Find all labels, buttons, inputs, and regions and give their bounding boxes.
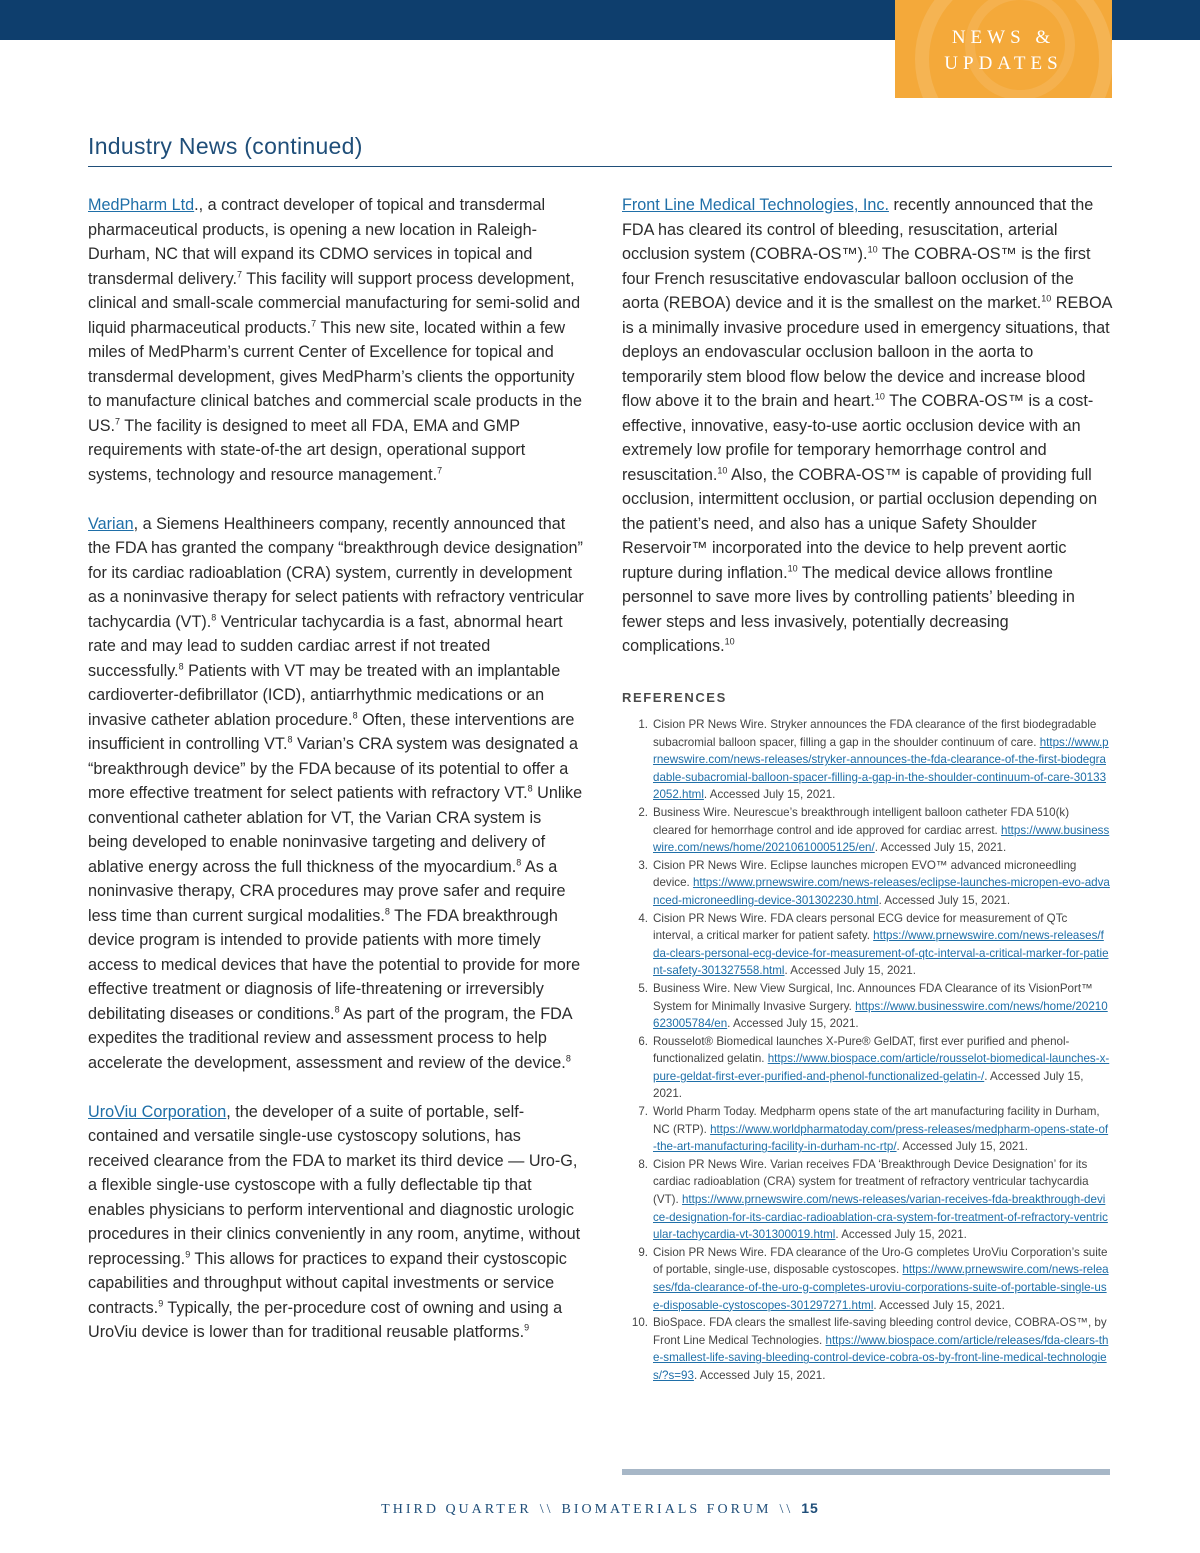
footer-separator: \\ bbox=[539, 1502, 554, 1517]
reference-number: 5. bbox=[638, 981, 648, 995]
footer-separator: \\ bbox=[779, 1502, 794, 1517]
reference-number: 3. bbox=[638, 858, 648, 872]
reference-item bbox=[622, 980, 1110, 1033]
section-label-line2: UPDATES bbox=[944, 53, 1063, 74]
section-label-line1: NEWS & bbox=[951, 27, 1056, 48]
page-number: 15 bbox=[801, 1500, 819, 1516]
reference-number: 1. bbox=[638, 718, 648, 731]
reference-number: 9. bbox=[638, 1245, 648, 1259]
citation-ref: 10 bbox=[867, 244, 878, 255]
reference-number: 10. bbox=[631, 1316, 648, 1330]
reference-link[interactable]: https://www.prnewswire.com/news-releases/eclipse-launches-micropen-evo-advanced-microneedling-device-301302230.html bbox=[653, 876, 1110, 907]
reference-item bbox=[622, 716, 1110, 804]
reference-accessed: . Accessed July 15, 2021. bbox=[835, 1228, 967, 1242]
citation-ref: 9 bbox=[158, 1298, 164, 1309]
reference-accessed: . Accessed July 15, 2021. bbox=[874, 841, 1007, 855]
reference-text: BioSpace. FDA clears the smallest life-saving bleeding control device, COBRA-OS™, by Front Line Medical Technologies. bbox=[653, 1316, 1107, 1347]
reference-link[interactable]: https://www.prnewswire.com/news-releases/varian-receives-fda-breakthrough-device-designation-for-its-cardiac-radioablation-cra-system-for-treatment-of-refractory-ventricular-tachycardia-vt-301300019.html bbox=[653, 1193, 1108, 1242]
reference-accessed: . Accessed July 15, 2021. bbox=[653, 1069, 1084, 1101]
citation-ref: 8 bbox=[178, 661, 184, 672]
article-text: Varian’s CRA system was designated a “breakthrough device” by the FDA because of its potential to offer a more effective treatment for select patients with refractory VT. bbox=[88, 735, 578, 802]
citation-ref: 8 bbox=[352, 710, 358, 721]
citation-ref: 7 bbox=[237, 269, 243, 280]
reference-number: 8. bbox=[638, 1157, 648, 1171]
citation-ref: 10 bbox=[787, 563, 798, 574]
left-column bbox=[88, 193, 584, 1369]
reference-text: Cision PR News Wire. Stryker announces the FDA clearance of the first biodegradable subacromial balloon spacer, filling a gap in the shoulder continuum of care. bbox=[653, 718, 1097, 749]
reference-item bbox=[622, 804, 1110, 857]
uroviu-link[interactable]: UroViu Corporation bbox=[88, 1102, 227, 1121]
article-text: This new site, located within a few miles of MedPharm’s current Center of Excellence for topical and transdermal development, gives MedPharm’s clients the opportunity to manufacture clinical batches and commercial scale products in the US. bbox=[88, 318, 582, 435]
references-heading: REFERENCES bbox=[622, 690, 727, 705]
reference-number: 2. bbox=[638, 805, 648, 819]
citation-ref: 7 bbox=[115, 416, 121, 427]
references-list bbox=[622, 716, 1110, 1385]
page-footer bbox=[0, 1500, 1200, 1518]
article-medpharm bbox=[88, 193, 584, 487]
reference-number: 7. bbox=[638, 1105, 648, 1119]
citation-ref: 10 bbox=[724, 636, 735, 647]
citation-ref: 8 bbox=[516, 857, 522, 868]
medpharm-link[interactable]: MedPharm Ltd bbox=[88, 196, 195, 214]
reference-accessed: . Accessed July 15, 2021. bbox=[693, 1368, 826, 1382]
article-text: Ventricular tachycardia is a fast, abnormal heart rate and may lead to sudden cardiac arrest if not treated successfully. bbox=[88, 612, 563, 680]
reference-accessed: . Accessed July 15, 2021. bbox=[878, 893, 1011, 907]
article-text: The FDA breakthrough device program is intended to provide patients with more timely access to medical devices that have the potential to provide for more effective treatment or diagnosis of life-threatening or irreversibly debilitating diseases or conditions. bbox=[88, 906, 581, 1023]
varian-link[interactable]: Varian bbox=[88, 514, 134, 533]
article-text: Patients with VT may be treated with an implantable cardioverter-defibrillator (ICD), antiarrhythmic medications or an invasive catheter ablation procedure. bbox=[88, 661, 561, 729]
citation-ref: 10 bbox=[717, 465, 728, 476]
citation-ref: 8 bbox=[287, 734, 293, 745]
reference-number: 6. bbox=[638, 1034, 648, 1048]
article-text: , the developer of a suite of portable, self-contained and versatile single-use cystoscopy solutions, has received clearance from the FDA to market its third device — Uro-G, a flexible single-use cystoscope with a fully deflectable tip that enables physicians to perform interventional and diagnostic urologic procedures in their clinics conveniently in any room, anytime, without reprocessing. bbox=[88, 1102, 581, 1268]
reference-text: Cision PR News Wire. FDA clearance of the Uro-G completes UroViu Corporation’s suite of portable, single-use, disposable cystoscopes. bbox=[653, 1245, 1108, 1277]
article-text: The facility is designed to meet all FDA, EMA and GMP requirements with state-of-the art design, operational support systems, technology and resource management. bbox=[88, 416, 526, 484]
article-text: , a Siemens Healthineers company, recently announced that the FDA has granted the company “breakthrough device designation” for its cardiac radioablation (CRA) system, currently in development as a noninvasive therapy for select patients with refractory ventricular tachycardia (VT). bbox=[88, 514, 584, 631]
reference-link[interactable]: https://www.prnewswire.com/news-releases/stryker-announces-the-fda-clearance-of-the-first-biodegradable-subacromial-balloon-spacer-filling-a-gap-in-the-shoulder-continuum-of-care-301332052.html bbox=[653, 735, 1109, 802]
reference-item bbox=[622, 1103, 1110, 1156]
reference-text: Cision PR News Wire. Varian receives FDA ‘Breakthrough Device Designation’ for its cardiac radioablation (CRA) system for treatment of refractory ventricular tachycardia (VT). bbox=[653, 1157, 1089, 1207]
reference-link[interactable]: https://www.businesswire.com/news/home/20210623005784/en bbox=[653, 999, 1108, 1031]
title-divider bbox=[88, 166, 1112, 167]
reference-link[interactable]: https://www.worldpharmatoday.com/press-releases/medpharm-opens-state-of-the-art-manufacturing-facility-in-durham-nc-rtp/ bbox=[653, 1122, 1109, 1154]
article-text: As a noninvasive therapy, CRA procedures may prove safer and require less time than current surgical modalities. bbox=[88, 857, 566, 925]
article-text: This facility will support process development, clinical and small-scale commercial manufacturing for semi-solid and liquid pharmaceutical products. bbox=[88, 269, 581, 337]
citation-ref: 8 bbox=[384, 906, 390, 917]
reference-item bbox=[622, 1244, 1110, 1314]
reference-text: World Pharm Today. Medpharm opens state of the art manufacturing facility in Durham, NC (RTP). bbox=[653, 1105, 1100, 1136]
citation-ref: 10 bbox=[1041, 293, 1052, 304]
article-varian bbox=[88, 512, 584, 1076]
article-uroviu bbox=[88, 1100, 584, 1345]
citation-ref: 7 bbox=[311, 318, 317, 329]
reference-link[interactable]: https://www.biospace.com/article/releases/fda-clears-the-smallest-life-saving-bleeding-control-device-cobra-os-by-front-line-medical-technologies/?s=93 bbox=[653, 1333, 1109, 1382]
reference-item bbox=[622, 1033, 1110, 1103]
article-text: This allows for practices to expand their cystoscopic capabilities and throughput without capital investments or service contracts. bbox=[88, 1249, 567, 1317]
reference-link[interactable]: https://www.biospace.com/article/rousselot-biomedical-launches-x-pure-geldat-first-ever-purified-and-phenol-functionalized-gelatin-/ bbox=[653, 1052, 1110, 1083]
article-text: As part of the program, the FDA expedites the traditional review and assessment process to help accelerate the development, assessment and review of the device. bbox=[88, 1004, 572, 1072]
reference-item bbox=[622, 910, 1110, 980]
article-text: Unlike conventional catheter ablation for VT, the Varian CRA system is being developed to enable noninvasive targeting and delivery of ablative energy across the full thickness of the myocardium. bbox=[88, 784, 583, 876]
footer-publication: BIOMATERIALS FORUM bbox=[561, 1502, 772, 1517]
citation-ref: 8 bbox=[211, 612, 217, 623]
article-text: The COBRA-OS™ is the first four French resuscitative endovascular balloon occlusion of the aorta (REBOA) device and it is the smallest on the market. bbox=[622, 245, 1091, 312]
article-text: recently announced that the FDA has cleared its control of bleeding, resuscitation, arterial occlusion system (COBRA-OS™). bbox=[622, 196, 1094, 263]
references-bottom-rule bbox=[622, 1469, 1110, 1475]
section-label bbox=[895, 25, 1112, 77]
citation-ref: 8 bbox=[527, 783, 533, 794]
article-frontline bbox=[622, 193, 1112, 659]
reference-item bbox=[622, 1314, 1110, 1384]
article-text: REBOA is a minimally invasive procedure used in emergency situations, that deploys an endovascular occlusion balloon in the aorta to temporarily stem blood flow below the device and increase blood flow above it to the brain and heart. bbox=[622, 294, 1112, 410]
article-text: The medical device allows frontline personnel to save more lives by controlling patients’ bleeding in fewer steps and less invasively, potentially decreasing complications. bbox=[622, 563, 1075, 655]
reference-link[interactable]: https://www.prnewswire.com/news-releases/fda-clearance-of-the-uro-g-completes-uroviu-corporations-suite-of-portable-single-use-disposable-cystoscopes-301297271.html bbox=[653, 1263, 1109, 1312]
reference-accessed: . Accessed July 15, 2021. bbox=[873, 1298, 1005, 1312]
reference-text: Cision PR News Wire. FDA clears personal ECG device for measurement of QTc interval, a critical marker for patient safety. bbox=[653, 911, 1068, 943]
page-title: Industry News (continued) bbox=[88, 133, 363, 159]
article-text: The COBRA-OS™ is a cost-effective, innovative, easy-to-use aortic occlusion device with an extremely low profile for temporary hemorrhage control and resuscitation. bbox=[622, 392, 1094, 484]
reference-link[interactable]: https://www.businesswire.com/news/home/20210610005125/en/ bbox=[653, 823, 1110, 855]
citation-ref: 8 bbox=[334, 1004, 340, 1015]
citation-ref: 9 bbox=[524, 1322, 530, 1333]
reference-accessed: . Accessed July 15, 2021. bbox=[784, 964, 916, 978]
reference-accessed: . Accessed July 15, 2021. bbox=[703, 788, 836, 802]
footer-issue: THIRD QUARTER bbox=[381, 1502, 532, 1517]
reference-number: 4. bbox=[638, 911, 648, 925]
article-text: Typically, the per-procedure cost of owning and using a UroViu device is lower than for traditional reusable platforms. bbox=[88, 1298, 563, 1341]
reference-text: Cision PR News Wire. Eclipse launches micropen EVO™ advanced microneedling device. bbox=[653, 858, 1077, 890]
reference-text: Business Wire. New View Surgical, Inc. Announces FDA Clearance of its VisionPort™ System for Minimally Invasive Surgery. bbox=[653, 981, 1093, 1013]
article-text: ., a contract developer of topical and transdermal pharmaceutical products, is opening a new location in Raleigh-Durham, NC that will expand its CDMO services in topical and transdermal delivery. bbox=[88, 196, 546, 288]
reference-item bbox=[622, 857, 1110, 910]
reference-accessed: . Accessed July 15, 2021. bbox=[727, 1017, 859, 1031]
citation-ref: 7 bbox=[437, 465, 443, 476]
reference-accessed: . Accessed July 15, 2021. bbox=[896, 1140, 1029, 1154]
reference-text: Rousselot® Biomedical launches X-Pure® GelDAT, first ever purified and phenol-functionalized gelatin. bbox=[653, 1034, 1070, 1066]
section-tab bbox=[895, 0, 1112, 98]
reference-link[interactable]: https://www.prnewswire.com/news-releases/fda-clears-personal-ecg-device-for-measurement-of-qtc-interval-a-critical-marker-for-patient-safety-301327558.html bbox=[653, 929, 1109, 978]
reference-text: Business Wire. Neurescue’s breakthrough intelligent balloon catheter FDA 510(k) cleared for hemorrhage control and ide approved for cardiac arrest. bbox=[653, 805, 1070, 837]
citation-ref: 10 bbox=[874, 391, 885, 402]
article-text: Also, the COBRA-OS™ is capable of providing full occlusion, intermittent occlusion, or partial occlusion depending on the patient’s need, and also has a unique Safety Shoulder Reservoir™ incorporated into the device to help prevent aortic rupture during inflation. bbox=[622, 465, 1098, 582]
article-text: Often, these interventions are insufficient in controlling VT. bbox=[88, 710, 575, 753]
citation-ref: 9 bbox=[185, 1249, 191, 1260]
reference-item bbox=[622, 1156, 1110, 1244]
right-column bbox=[622, 193, 1112, 683]
citation-ref: 8 bbox=[565, 1053, 571, 1064]
frontline-link[interactable]: Front Line Medical Technologies, Inc. bbox=[622, 196, 889, 214]
